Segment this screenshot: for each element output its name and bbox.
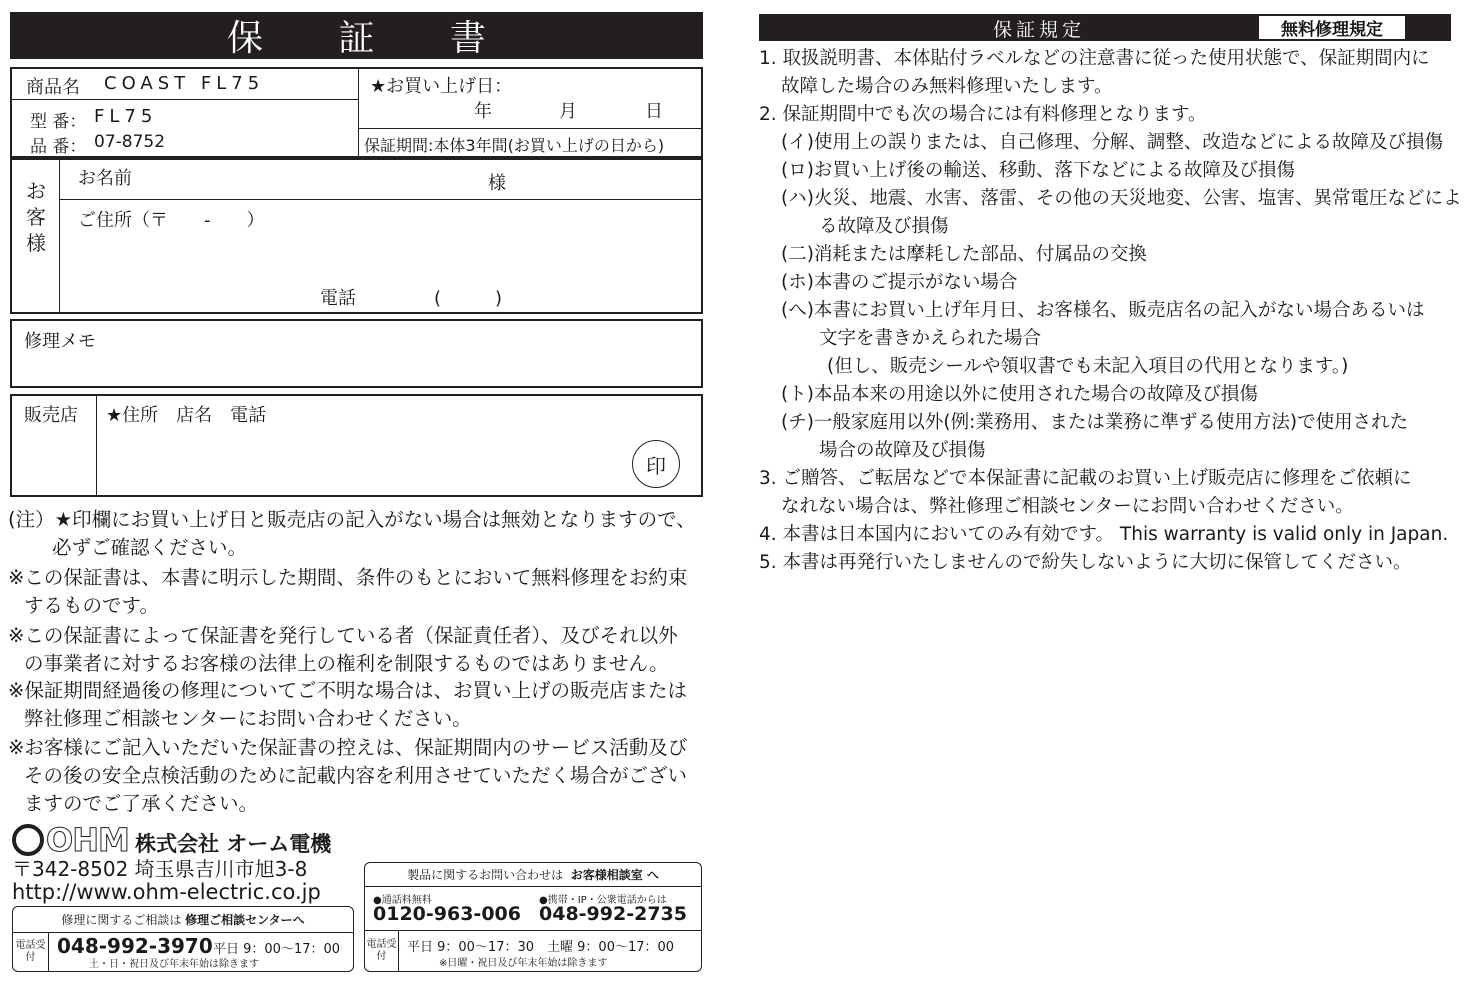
rule-line: 場合の故障及び損傷	[819, 440, 986, 461]
date-month: 月	[559, 101, 577, 122]
rule-line: る故障及び損傷	[819, 216, 949, 237]
note-line: ※保証期間経過後の修理についてご不明な場合は、お買い上げの販売店または	[8, 679, 687, 702]
mobile-phone: 048-992-2735	[539, 903, 687, 925]
rule-line: (ハ)火災、地震、水害、落雷、その他の天災地変、公害、塩害、異常電圧などによ	[781, 188, 1462, 209]
customer-inquiry-box	[364, 862, 702, 972]
rule-line: (ホ)本書のご提示がない場合	[781, 272, 1018, 293]
note-line: 弊社修理ご相談センターにお問い合わせください。	[24, 707, 472, 730]
rule-line: なれない場合は、弊社修理ご相談センターにお問い合わせください。	[781, 496, 1354, 517]
address-label: ご住所（〒 - ）	[78, 210, 265, 231]
note-line: ※この保証書によって保証書を発行している者（保証責任者）、及びそれ以外	[8, 624, 678, 647]
seal-stamp: 印	[632, 440, 680, 488]
rule-line: (チ)一般家庭用以外(例:業務用、または業務に準ずる使用方法)で使用された	[781, 412, 1409, 433]
rule-line: (へ)本書にお買い上げ年月日、お客様名、販売店名の記入がない場合あるいは	[781, 300, 1425, 321]
customer-label: お客様	[26, 179, 46, 255]
rule-line: (イ)使用上の誤りまたは、自己修理、分解、調整、改造などによる故障及び損傷	[781, 132, 1443, 153]
customer-box	[10, 158, 703, 314]
rules-title: 保証規定	[992, 19, 1085, 41]
rule-line: 故障した場合のみ無料修理いたします。	[781, 76, 1113, 97]
note-line: その後の安全点検活動のために記載内容を利用させていただく場合がござい	[24, 764, 688, 787]
ohm-logo: OHM	[12, 824, 129, 856]
memo-label: 修理メモ	[24, 331, 96, 352]
rule-line: (ト)本品本来の用途以外に使用された場合の故障及び損傷	[781, 384, 1258, 405]
repair-phone: 048-992-3970	[57, 934, 213, 958]
date-year: 年	[474, 101, 492, 122]
part-label: 品 番：	[30, 137, 87, 157]
free-repair-label: 無料修理規定	[1259, 16, 1405, 39]
product-info-box	[10, 67, 703, 158]
repair-center-box	[12, 906, 354, 972]
rule-line: (二)消耗または摩耗した部品、付属品の交換	[781, 244, 1147, 265]
repair-memo-box	[10, 319, 703, 388]
model-number: FL75	[94, 106, 158, 127]
purchase-date-label: ★お買い上げ日：	[370, 76, 513, 97]
note-line: ますのでご了承ください。	[24, 792, 259, 815]
mobile-label: ●携帯・IP・公衆電話からは	[539, 895, 667, 906]
inquiry-hours: 平日 9：00〜17：30 土曜 9：00〜17：00	[407, 940, 675, 955]
warranty-title: 保 証 書	[10, 12, 703, 59]
note-line: するものです。	[24, 594, 159, 617]
shop-fields: ★住所 店名 電話	[106, 405, 267, 426]
rule-line: 文字を書きかえられた場合	[819, 328, 1042, 349]
rule-line: 3. ご贈答、ご転居などで本保証書に記載のお買い上げ販売店に修理をご依頼に	[759, 468, 1412, 489]
rule-line: 4. 本書は日本国内においてのみ有効です。 This warranty is valid only in Japan.	[759, 524, 1449, 545]
rules-list	[759, 45, 1464, 577]
repair-center-header: 修理に関するご相談は 修理ご相談センターへ	[13, 907, 353, 933]
shop-label: 販売店	[24, 405, 78, 426]
free-phone: 0120-963-006	[373, 903, 521, 925]
company-url[interactable]: http://www.ohm-electric.co.jp	[12, 880, 321, 904]
rule-line: 5. 本書は再発行いたしませんので紛失しないように大切に保管してください。	[759, 552, 1412, 573]
shop-box	[10, 394, 703, 497]
date-day: 日	[645, 101, 663, 122]
rule-line: 1. 取扱説明書、本体貼付ラベルなどの注意書に従った使用状態で、保証期間内に	[759, 48, 1430, 69]
phone-label: 電話	[320, 288, 356, 309]
rules-header	[759, 14, 1451, 41]
inquiry-closed-days: ※日曜・祝日及び年末年始は除きます	[439, 958, 608, 969]
company-address: 〒342-8502 埼玉県吉川市旭3-8	[12, 857, 308, 881]
inquiry-reception-label: 電話受付	[365, 931, 399, 971]
repair-closed-days: 土・日・祝日及び年末年始は除きます	[89, 959, 259, 970]
company-name: 株式会社 オーム電機	[135, 832, 332, 856]
note-line: (注）★印欄にお買い上げ日と販売店の記入がない場合は無効となりますので、	[8, 508, 696, 531]
product-name: COAST FL75	[104, 73, 265, 94]
product-label: 商品名	[26, 77, 80, 98]
rule-line: (ロ)お買い上げ後の輸送、移動、落下などによる故障及び損傷	[781, 160, 1295, 181]
honorific: 様	[488, 173, 506, 194]
inquiry-header: 製品に関するお問い合わせは お客様相談室 へ	[365, 863, 701, 887]
name-label: お名前	[78, 168, 132, 189]
note-line: ※この保証書は、本書に明示した期間、条件のもとにおいて無料修理をお約束	[8, 566, 688, 589]
part-number: 07-8752	[94, 132, 166, 152]
rule-line: (但し、販売シールや領収書でも未記入項目の代用となります。)	[827, 356, 1349, 377]
warranty-period: 保証期間:本体3年間(お買い上げの日から)	[364, 136, 665, 155]
note-line: 必ずご確認ください。	[52, 536, 248, 559]
model-label: 型 番：	[30, 112, 87, 132]
phone-area-code: ( )	[434, 288, 503, 309]
free-call-label: ●通話料無料	[373, 895, 432, 906]
repair-hours: 平日 9：00〜17：00	[213, 942, 341, 957]
note-line: ※お客様にご記入いただいた保証書の控えは、保証期間内のサービス活動及び	[8, 736, 688, 759]
rule-line: 2. 保証期間中でも次の場合には有料修理となります。	[759, 104, 1207, 125]
note-line: の事業者に対するお客様の法律上の権利を制限するものではありません。	[24, 652, 669, 675]
reception-label: 電話受付	[13, 933, 49, 971]
